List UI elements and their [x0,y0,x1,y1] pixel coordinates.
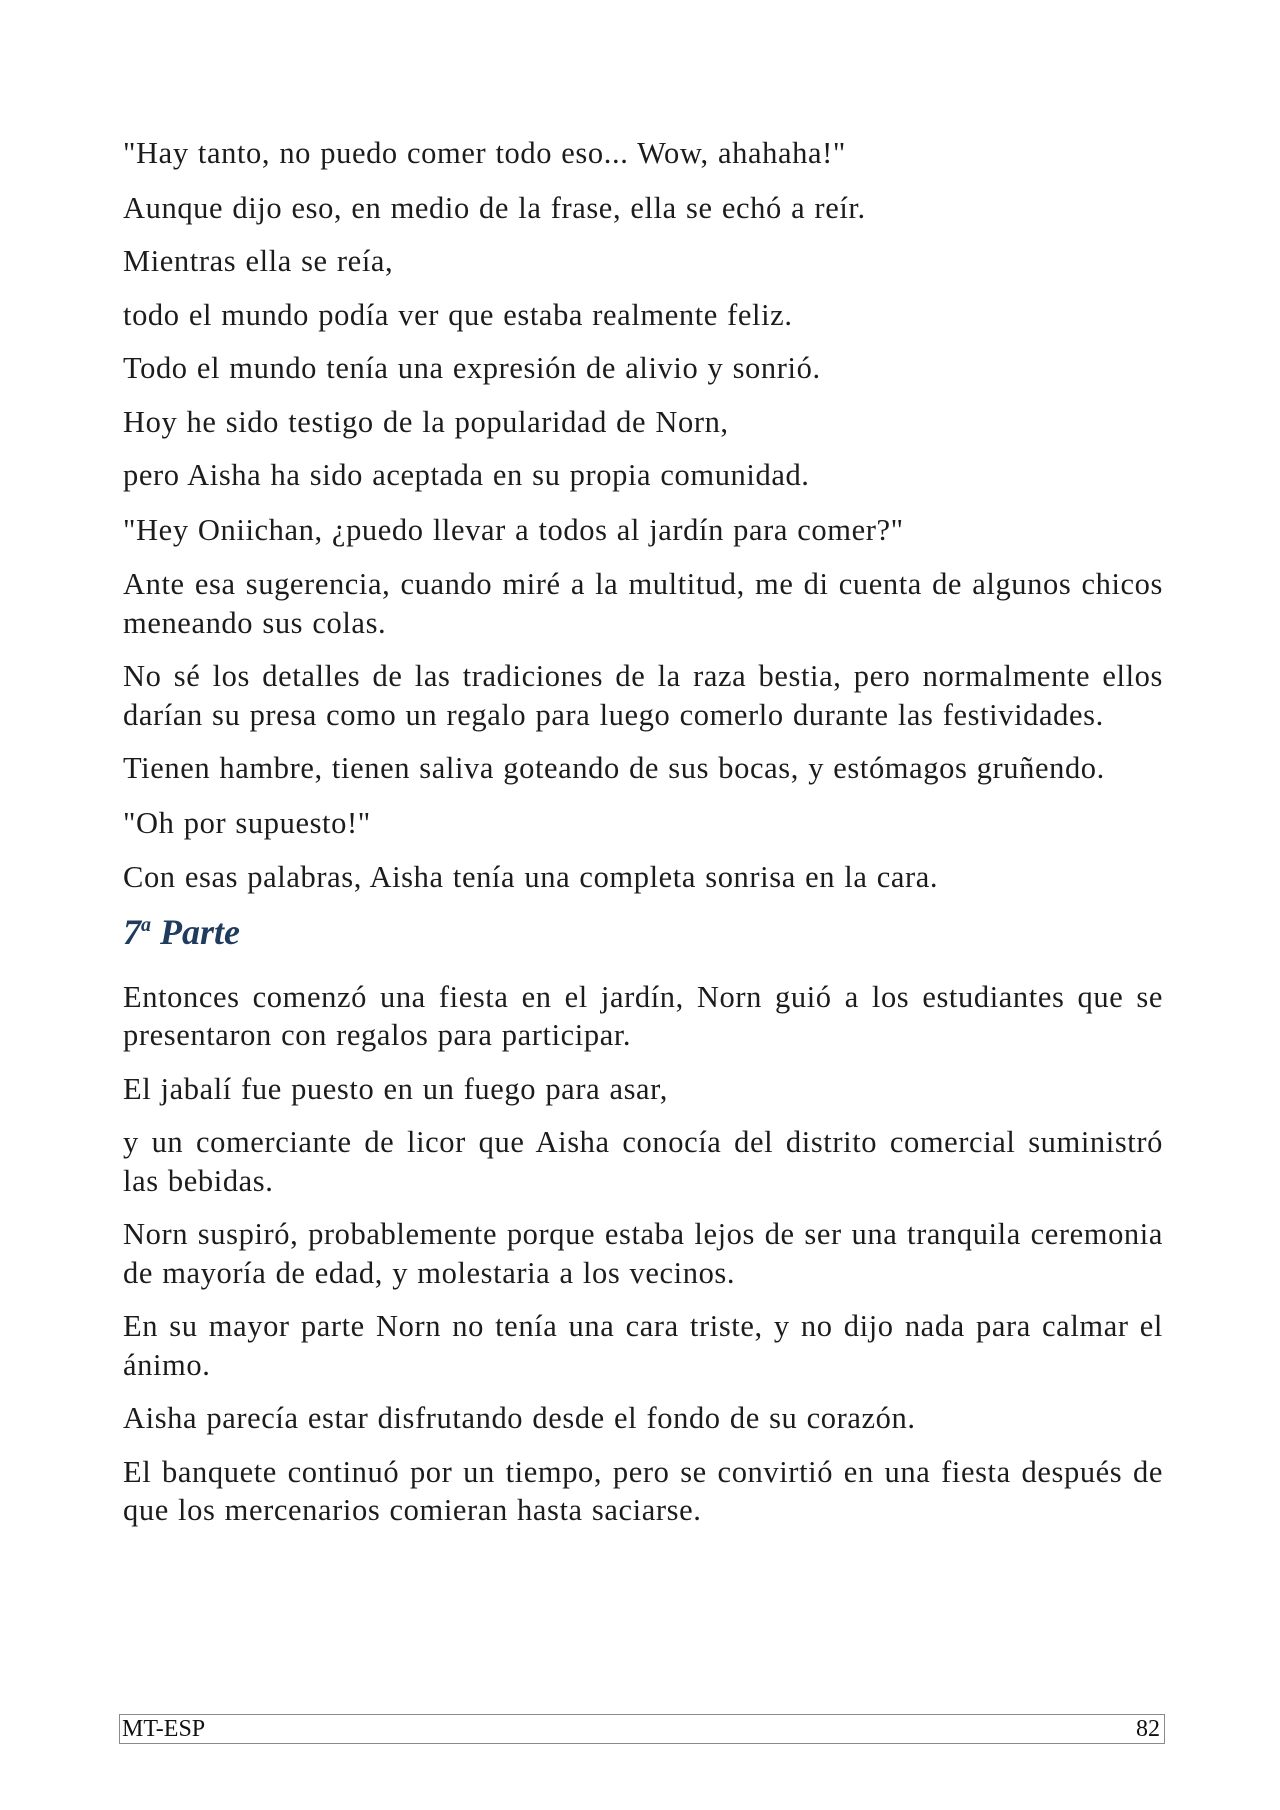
section-ordinal: a [141,913,151,936]
paragraphs-after-heading [123,978,1163,1530]
body-paragraph: Aunque dijo eso, en medio de la frase, ella se echó a reír. [123,190,866,225]
body-paragraph: Norn suspiró, probablemente porque estaba lejos de ser una tranquila ceremonia de mayoría de edad, y molestaria a los vecinos. [123,1217,1163,1290]
body-paragraph: Todo el mundo tenía una expresión de alivio y sonrió. [123,351,821,385]
section-number: 7 [123,911,141,952]
body-paragraph: No sé los detalles de las tradiciones de la raza bestia, pero normalmente ellos darían su presa como un regalo para luego comerlo durante las festividades. [123,659,1163,732]
body-paragraph: En su mayor parte Norn no tenía una cara triste, y no dijo nada para calmar el ánimo. [123,1309,1163,1382]
body-paragraph: Con esas palabras, Aisha tenía una completa sonrisa en la cara. [123,860,939,894]
body-paragraph: todo el mundo podía ver que estaba realmente feliz. [123,297,793,332]
body-paragraph: pero Aisha ha sido aceptada en su propia comunidad. [123,458,810,492]
body-paragraph: Hoy he sido testigo de la popularidad de Norn, [123,404,729,439]
body-paragraph: El banquete continuó por un tiempo, pero se convirtió en una fiesta después de que los mercenarios comieran hasta saciarse. [123,1454,1163,1527]
dialogue-paragraph: "Hay tanto, no puedo comer todo eso... Wow, ahahaha!" [123,136,846,170]
body-paragraph: Ante esa sugerencia, cuando miré a la multitud, me di cuenta de algunos chicos meneando sus colas. [123,567,1163,640]
body-paragraph: Tienen hambre, tienen saliva goteando de sus bocas, y estómagos gruñendo. [123,751,1105,785]
dialogue-paragraph: "Hey Oniichan, ¿puedo llevar a todos al jardín para comer?" [123,512,904,547]
paragraphs-before-heading [123,134,1163,897]
page-content [123,118,1163,1545]
dialogue-paragraph: "Oh por supuesto!" [123,805,371,840]
section-title: Parte [160,911,240,952]
body-paragraph: Mientras ella se reía, [123,244,394,278]
page-footer [119,1714,1165,1744]
body-paragraph: Entonces comenzó una fiesta en el jardín, Norn guió a los estudiantes que se presentaron con regalos para participar. [123,979,1163,1052]
body-paragraph: El jabalí fue puesto en un fuego para asar, [123,1071,668,1106]
body-paragraph: y un comerciante de licor que Aisha conocía del distrito comercial suministró las bebidas. [123,1125,1163,1198]
section-heading [123,912,1163,952]
body-paragraph: Aisha parecía estar disfrutando desde el fondo de su corazón. [123,1401,916,1435]
page-number: 82 [1136,1716,1160,1742]
footer-label: MT-ESP [122,1716,206,1742]
